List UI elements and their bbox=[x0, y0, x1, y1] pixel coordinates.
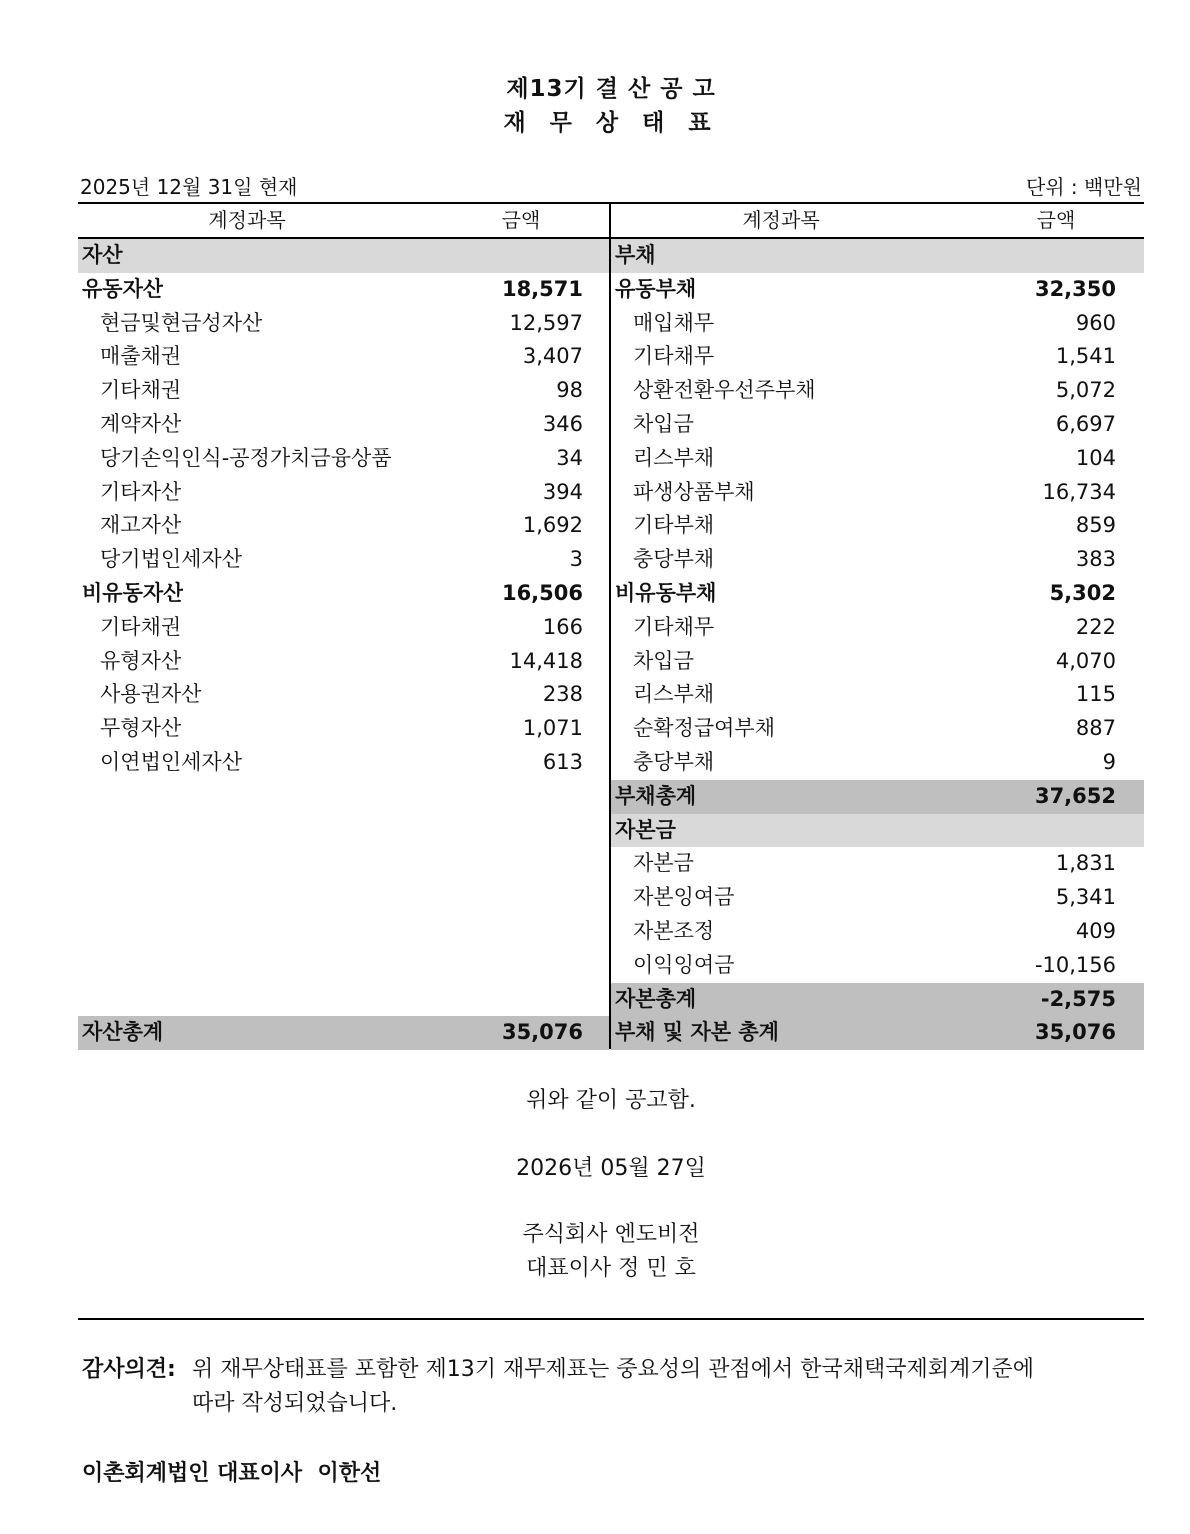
account-amount: -10,156 bbox=[1034, 952, 1116, 977]
table-row bbox=[78, 611, 609, 645]
account-amount: 5,341 bbox=[1055, 885, 1116, 910]
account-label: 기타채무 bbox=[633, 614, 715, 639]
table-row bbox=[611, 712, 1144, 746]
table-row bbox=[78, 577, 609, 611]
table-row bbox=[78, 746, 609, 780]
account-label: 매입채무 bbox=[633, 310, 715, 335]
account-label: 유동자산 bbox=[82, 276, 164, 301]
account-label: 당기손익인식-공정가치금융상품 bbox=[100, 445, 392, 470]
account-label: 부채총계 bbox=[615, 783, 697, 808]
account-amount: 238 bbox=[542, 682, 583, 707]
table-header bbox=[78, 204, 609, 239]
account-amount: 12,597 bbox=[509, 310, 583, 335]
account-amount: 115 bbox=[1075, 682, 1116, 707]
statement-title: 재 무 상 태 표 bbox=[503, 110, 719, 136]
account-amount: 34 bbox=[556, 445, 583, 470]
account-amount: 3 bbox=[569, 547, 583, 572]
issue-date: 2026년 05월 27일 bbox=[516, 1156, 706, 1181]
account-label: 자본금 bbox=[633, 851, 694, 876]
header-amount: 금액 bbox=[1036, 208, 1076, 232]
table-row bbox=[611, 509, 1144, 543]
closing-statement: 위와 같이 공고함. bbox=[526, 1088, 696, 1113]
account-amount: 1,071 bbox=[522, 716, 583, 741]
total-assets-row bbox=[78, 1016, 609, 1050]
table-row bbox=[611, 814, 1144, 848]
account-label: 부채 bbox=[615, 243, 656, 267]
account-amount: 9 bbox=[1102, 749, 1116, 774]
account-label: 기타부채 bbox=[633, 513, 715, 538]
table-row bbox=[611, 611, 1144, 645]
account-amount: 613 bbox=[542, 749, 583, 774]
table-row bbox=[78, 239, 609, 273]
header-account: 계정과목 bbox=[208, 208, 286, 232]
audit-opinion-label: 감사의견: bbox=[82, 1357, 176, 1382]
account-amount: 394 bbox=[542, 479, 583, 504]
account-label: 부채 및 자본 총계 bbox=[615, 1020, 779, 1045]
table-row bbox=[611, 983, 1144, 1017]
account-amount: 383 bbox=[1075, 547, 1116, 572]
account-label: 상환전환우선주부채 bbox=[633, 378, 816, 403]
table-row bbox=[78, 442, 609, 476]
account-amount: 887 bbox=[1075, 716, 1116, 741]
unit-label: 단위 : 백만원 bbox=[1025, 175, 1142, 199]
table-header bbox=[611, 204, 1144, 239]
account-label: 이연법인세자산 bbox=[100, 749, 243, 774]
account-amount: 16,734 bbox=[1042, 479, 1116, 504]
account-label: 자본금 bbox=[615, 817, 676, 842]
account-label: 자본조정 bbox=[633, 918, 715, 943]
table-row bbox=[78, 476, 609, 510]
account-label: 파생상품부채 bbox=[633, 479, 755, 504]
table-row bbox=[611, 949, 1144, 983]
account-label: 사용권자산 bbox=[100, 682, 202, 707]
table-row bbox=[611, 678, 1144, 712]
account-amount: 104 bbox=[1075, 445, 1116, 470]
assets-rows bbox=[78, 239, 609, 780]
assets-column bbox=[78, 204, 609, 780]
table-row bbox=[78, 712, 609, 746]
table-row bbox=[611, 307, 1144, 341]
account-label: 기타채권 bbox=[100, 614, 182, 639]
table-row bbox=[611, 543, 1144, 577]
account-label: 비유동부채 bbox=[615, 580, 717, 605]
account-label: 순확정급여부채 bbox=[633, 716, 776, 741]
auditor-signature: 이촌회계법인 대표이사 이한선 bbox=[82, 1461, 382, 1486]
account-label: 충당부채 bbox=[633, 749, 715, 774]
account-amount: 222 bbox=[1075, 614, 1116, 639]
account-amount: 5,072 bbox=[1055, 378, 1116, 403]
account-label: 충당부채 bbox=[633, 547, 715, 572]
account-amount: 98 bbox=[556, 378, 583, 403]
account-amount: 1,831 bbox=[1055, 851, 1116, 876]
account-label: 차입금 bbox=[633, 648, 694, 673]
table-row bbox=[78, 408, 609, 442]
account-label: 리스부채 bbox=[633, 445, 715, 470]
table-row bbox=[611, 645, 1144, 679]
table-row bbox=[611, 273, 1144, 307]
account-label: 무형자산 bbox=[100, 716, 182, 741]
table-row bbox=[611, 577, 1144, 611]
account-label: 유동부채 bbox=[615, 276, 697, 301]
account-amount: 18,571 bbox=[501, 276, 583, 301]
account-amount: 859 bbox=[1075, 513, 1116, 538]
account-amount: 4,070 bbox=[1055, 648, 1116, 673]
table-row bbox=[611, 881, 1144, 915]
account-label: 자산 bbox=[82, 243, 123, 267]
table-row bbox=[611, 915, 1144, 949]
table-row bbox=[78, 645, 609, 679]
account-label: 자본총계 bbox=[615, 986, 697, 1011]
account-amount: 346 bbox=[542, 411, 583, 436]
account-amount: 1,692 bbox=[522, 513, 583, 538]
section-divider bbox=[78, 1318, 1144, 1320]
liabilities-equity-column bbox=[611, 204, 1144, 1050]
table-row bbox=[78, 307, 609, 341]
table-row bbox=[611, 847, 1144, 881]
table-row bbox=[611, 408, 1144, 442]
account-label: 이익잉여금 bbox=[633, 952, 735, 977]
company-name: 주식회사 엔도비전 bbox=[522, 1222, 700, 1247]
account-amount: 1,541 bbox=[1055, 344, 1116, 369]
table-row bbox=[611, 1016, 1144, 1050]
account-label: 당기법인세자산 bbox=[100, 547, 243, 572]
table-row bbox=[611, 780, 1144, 814]
account-amount: 409 bbox=[1075, 918, 1116, 943]
table-row bbox=[78, 678, 609, 712]
account-amount: 166 bbox=[542, 614, 583, 639]
audit-opinion-text-line2: 따라 작성되었습니다. bbox=[192, 1391, 398, 1416]
account-amount: 6,697 bbox=[1055, 411, 1116, 436]
account-label: 기타채권 bbox=[100, 378, 182, 403]
account-label: 기타자산 bbox=[100, 479, 182, 504]
table-row bbox=[78, 273, 609, 307]
ceo-name: 대표이사 정 민 호 bbox=[526, 1256, 696, 1281]
account-label: 자본잉여금 bbox=[633, 885, 735, 910]
balance-sheet-table bbox=[78, 202, 1144, 1051]
table-row bbox=[78, 340, 609, 374]
table-row bbox=[78, 509, 609, 543]
account-amount: 16,506 bbox=[501, 580, 583, 605]
account-label: 계약자산 bbox=[100, 411, 182, 436]
account-amount: 37,652 bbox=[1034, 783, 1116, 808]
account-label: 현금및현금성자산 bbox=[100, 310, 263, 335]
table-row bbox=[78, 543, 609, 577]
account-label: 유형자산 bbox=[100, 648, 182, 673]
account-label: 기타채무 bbox=[633, 344, 715, 369]
account-label: 리스부채 bbox=[633, 682, 715, 707]
account-amount: 32,350 bbox=[1034, 276, 1116, 301]
notice-title: 제13기 결 산 공 고 bbox=[506, 76, 716, 102]
account-amount: 960 bbox=[1075, 310, 1116, 335]
table-row bbox=[611, 340, 1144, 374]
account-label: 차입금 bbox=[633, 411, 694, 436]
header-amount: 금액 bbox=[501, 208, 541, 232]
audit-opinion-text-line1: 위 재무상태표를 포함한 제13기 재무제표는 중요성의 관점에서 한국채택국제회계기준에 bbox=[192, 1357, 1035, 1382]
account-label: 비유동자산 bbox=[82, 580, 184, 605]
account-amount: 5,302 bbox=[1049, 580, 1116, 605]
account-amount: 14,418 bbox=[509, 648, 583, 673]
table-row bbox=[611, 746, 1144, 780]
account-label: 매출채권 bbox=[100, 344, 182, 369]
account-amount: 35,076 bbox=[1034, 1020, 1116, 1045]
table-row bbox=[611, 239, 1144, 273]
total-assets-label: 자산총계 bbox=[82, 1020, 164, 1044]
table-row bbox=[78, 374, 609, 408]
header-account: 계정과목 bbox=[742, 208, 820, 232]
account-label: 재고자산 bbox=[100, 513, 182, 538]
table-row bbox=[611, 374, 1144, 408]
account-amount: 3,407 bbox=[522, 344, 583, 369]
report-date: 2025년 12월 31일 현재 bbox=[80, 175, 298, 199]
total-assets-amount: 35,076 bbox=[501, 1020, 583, 1044]
account-amount: -2,575 bbox=[1040, 986, 1116, 1011]
liabilities-equity-rows bbox=[611, 239, 1144, 1050]
table-row bbox=[611, 442, 1144, 476]
table-row bbox=[611, 476, 1144, 510]
